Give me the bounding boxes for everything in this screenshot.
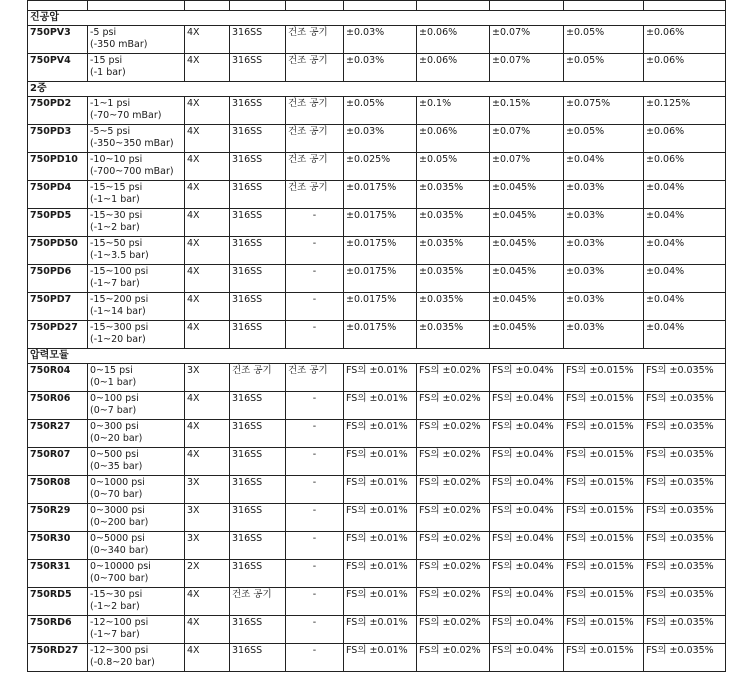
accuracy-cell-5: ±0.06% (644, 153, 726, 181)
range-cell (88, 26, 185, 54)
table-row (28, 293, 726, 321)
accuracy-cell-5: ±0.04% (644, 293, 726, 321)
accuracy-cell-3: FS의 ±0.04% (490, 588, 564, 616)
accuracy-cell-4: FS의 ±0.015% (564, 504, 644, 532)
model-cell: 750R27 (28, 420, 88, 448)
section-title: 2중 (28, 82, 726, 97)
material-cell: 316SS (230, 265, 286, 293)
range-cell (88, 588, 185, 616)
model-cell: 750PV3 (28, 26, 88, 54)
overpressure-cell: 4X (185, 237, 230, 265)
table-row (28, 125, 726, 153)
overpressure-cell: 4X (185, 644, 230, 672)
accuracy-cell-2: FS의 ±0.02% (417, 532, 490, 560)
model-cell: 750R08 (28, 476, 88, 504)
model-cell: 750PV4 (28, 54, 88, 82)
accuracy-cell-5: FS의 ±0.035% (644, 616, 726, 644)
model-cell: 750RD5 (28, 588, 88, 616)
range-psi: 0~1000 psi (90, 477, 145, 488)
accuracy-cell-5: FS의 ±0.035% (644, 644, 726, 672)
section-title: 진공압 (28, 11, 726, 26)
range-cell (88, 321, 185, 349)
accuracy-cell-1: ±0.03% (344, 54, 417, 82)
table-row (28, 644, 726, 672)
range-psi: -15~200 psi (90, 294, 149, 305)
range-metric: (-1~2 bar) (90, 601, 140, 612)
accuracy-cell-2: ±0.1% (417, 97, 490, 125)
range-cell (88, 420, 185, 448)
table-row (28, 54, 726, 82)
accuracy-cell-2: ±0.06% (417, 54, 490, 82)
media-cell: 건조 공기 (286, 364, 344, 392)
range-psi: 0~3000 psi (90, 505, 145, 516)
range-cell (88, 448, 185, 476)
model-cell: 750R07 (28, 448, 88, 476)
model-cell: 750RD6 (28, 616, 88, 644)
accuracy-cell-3: ±0.07% (490, 125, 564, 153)
accuracy-cell-2: FS의 ±0.02% (417, 588, 490, 616)
range-metric: (-700~700 mBar) (90, 166, 174, 177)
media-cell: 건조 공기 (286, 125, 344, 153)
material-cell: 316SS (230, 97, 286, 125)
range-psi: -5 psi (90, 27, 117, 38)
material-cell: 316SS (230, 504, 286, 532)
material-cell: 316SS (230, 392, 286, 420)
range-cell (88, 181, 185, 209)
range-psi: -12~100 psi (90, 617, 149, 628)
accuracy-cell-1: FS의 ±0.01% (344, 392, 417, 420)
overpressure-cell: 4X (185, 181, 230, 209)
accuracy-cell-2: ±0.035% (417, 181, 490, 209)
range-cell (88, 616, 185, 644)
accuracy-cell-1: FS의 ±0.01% (344, 560, 417, 588)
range-cell (88, 644, 185, 672)
range-cell (88, 476, 185, 504)
range-metric: (0~340 bar) (90, 545, 149, 556)
range-psi: -12~300 psi (90, 645, 149, 656)
accuracy-cell-3: ±0.045% (490, 209, 564, 237)
accuracy-cell-1: FS의 ±0.01% (344, 588, 417, 616)
accuracy-cell-1: ±0.0175% (344, 209, 417, 237)
material-cell: 건조 공기 (230, 588, 286, 616)
accuracy-cell-2: FS의 ±0.02% (417, 392, 490, 420)
accuracy-cell-3: FS의 ±0.04% (490, 644, 564, 672)
media-cell: - (286, 588, 344, 616)
range-psi: -1~1 psi (90, 98, 131, 109)
accuracy-cell-5: ±0.06% (644, 26, 726, 54)
media-cell: - (286, 560, 344, 588)
accuracy-cell-4: ±0.05% (564, 125, 644, 153)
overpressure-cell: 3X (185, 476, 230, 504)
accuracy-cell-4: ±0.03% (564, 265, 644, 293)
table-top-row (28, 1, 726, 11)
accuracy-cell-2: ±0.035% (417, 209, 490, 237)
accuracy-cell-1: ±0.0175% (344, 321, 417, 349)
range-metric: (0~20 bar) (90, 433, 143, 444)
overpressure-cell: 4X (185, 209, 230, 237)
accuracy-cell-3: FS의 ±0.04% (490, 448, 564, 476)
accuracy-cell-2: FS의 ±0.02% (417, 616, 490, 644)
accuracy-cell-4: FS의 ±0.015% (564, 560, 644, 588)
accuracy-cell-1: FS의 ±0.01% (344, 532, 417, 560)
accuracy-cell-1: ±0.05% (344, 97, 417, 125)
accuracy-cell-4: FS의 ±0.015% (564, 364, 644, 392)
media-cell: - (286, 504, 344, 532)
accuracy-cell-3: FS의 ±0.04% (490, 364, 564, 392)
overpressure-cell: 4X (185, 448, 230, 476)
media-cell: - (286, 293, 344, 321)
media-cell: - (286, 448, 344, 476)
model-cell: 750PD5 (28, 209, 88, 237)
media-cell: - (286, 616, 344, 644)
accuracy-cell-4: FS의 ±0.015% (564, 476, 644, 504)
range-psi: -10~10 psi (90, 154, 143, 165)
accuracy-cell-3: FS의 ±0.04% (490, 532, 564, 560)
table-row (28, 265, 726, 293)
accuracy-cell-5: ±0.06% (644, 54, 726, 82)
range-metric: (-350 mBar) (90, 39, 148, 50)
range-psi: 0~300 psi (90, 421, 139, 432)
material-cell: 316SS (230, 293, 286, 321)
media-cell: - (286, 321, 344, 349)
accuracy-cell-4: ±0.03% (564, 321, 644, 349)
table-row (28, 321, 726, 349)
section-header-row (28, 82, 726, 97)
material-cell: 316SS (230, 532, 286, 560)
accuracy-cell-5: FS의 ±0.035% (644, 504, 726, 532)
material-cell: 316SS (230, 26, 286, 54)
material-cell: 건조 공기 (230, 364, 286, 392)
accuracy-cell-1: FS의 ±0.01% (344, 420, 417, 448)
table-row (28, 588, 726, 616)
accuracy-cell-5: ±0.04% (644, 209, 726, 237)
media-cell: - (286, 209, 344, 237)
accuracy-cell-3: ±0.045% (490, 265, 564, 293)
range-metric: (-1~20 bar) (90, 334, 146, 345)
material-cell: 316SS (230, 616, 286, 644)
material-cell: 316SS (230, 181, 286, 209)
overpressure-cell: 4X (185, 616, 230, 644)
accuracy-cell-5: ±0.04% (644, 181, 726, 209)
range-metric: (0~35 bar) (90, 461, 143, 472)
overpressure-cell: 4X (185, 54, 230, 82)
accuracy-cell-3: ±0.045% (490, 293, 564, 321)
accuracy-cell-1: ±0.0175% (344, 293, 417, 321)
accuracy-cell-2: FS의 ±0.02% (417, 476, 490, 504)
table-row (28, 237, 726, 265)
accuracy-cell-2: ±0.05% (417, 153, 490, 181)
overpressure-cell: 3X (185, 532, 230, 560)
media-cell: - (286, 476, 344, 504)
range-cell (88, 504, 185, 532)
accuracy-cell-4: FS의 ±0.015% (564, 588, 644, 616)
accuracy-cell-5: FS의 ±0.035% (644, 588, 726, 616)
accuracy-cell-4: ±0.075% (564, 97, 644, 125)
accuracy-cell-2: FS의 ±0.02% (417, 504, 490, 532)
range-metric: (0~200 bar) (90, 517, 149, 528)
section-header-row (28, 11, 726, 26)
accuracy-cell-2: ±0.035% (417, 265, 490, 293)
media-cell: 건조 공기 (286, 54, 344, 82)
accuracy-cell-4: FS의 ±0.015% (564, 420, 644, 448)
range-psi: -15~15 psi (90, 182, 143, 193)
accuracy-cell-2: FS의 ±0.02% (417, 420, 490, 448)
range-cell (88, 532, 185, 560)
overpressure-cell: 2X (185, 560, 230, 588)
table-row (28, 476, 726, 504)
material-cell: 316SS (230, 321, 286, 349)
range-metric: (0~700 bar) (90, 573, 149, 584)
range-cell (88, 560, 185, 588)
accuracy-cell-3: FS의 ±0.04% (490, 616, 564, 644)
range-metric: (-350~350 mBar) (90, 138, 174, 149)
accuracy-cell-3: ±0.07% (490, 54, 564, 82)
model-cell: 750PD6 (28, 265, 88, 293)
media-cell: 건조 공기 (286, 97, 344, 125)
media-cell: - (286, 420, 344, 448)
accuracy-cell-5: FS의 ±0.035% (644, 560, 726, 588)
accuracy-cell-5: ±0.06% (644, 125, 726, 153)
model-cell: 750R29 (28, 504, 88, 532)
range-cell (88, 125, 185, 153)
model-cell: 750R30 (28, 532, 88, 560)
accuracy-cell-5: ±0.125% (644, 97, 726, 125)
accuracy-cell-2: FS의 ±0.02% (417, 644, 490, 672)
range-cell (88, 293, 185, 321)
accuracy-cell-1: ±0.025% (344, 153, 417, 181)
overpressure-cell: 4X (185, 293, 230, 321)
overpressure-cell: 4X (185, 153, 230, 181)
range-cell (88, 265, 185, 293)
range-psi: 0~100 psi (90, 393, 139, 404)
range-metric: (-1~1 bar) (90, 194, 140, 205)
model-cell: 750PD4 (28, 181, 88, 209)
range-cell (88, 97, 185, 125)
range-psi: -5~5 psi (90, 126, 131, 137)
range-psi: -15~30 psi (90, 210, 143, 221)
accuracy-cell-1: FS의 ±0.01% (344, 616, 417, 644)
range-psi: -15~100 psi (90, 266, 149, 277)
range-psi: -15 psi (90, 55, 123, 66)
range-cell (88, 209, 185, 237)
accuracy-cell-2: ±0.06% (417, 125, 490, 153)
accuracy-cell-3: ±0.045% (490, 237, 564, 265)
accuracy-cell-4: FS의 ±0.015% (564, 532, 644, 560)
overpressure-cell: 4X (185, 588, 230, 616)
model-cell: 750R31 (28, 560, 88, 588)
table-row (28, 181, 726, 209)
range-cell (88, 364, 185, 392)
material-cell: 316SS (230, 153, 286, 181)
table-row (28, 560, 726, 588)
accuracy-cell-1: FS의 ±0.01% (344, 644, 417, 672)
accuracy-cell-4: FS의 ±0.015% (564, 616, 644, 644)
accuracy-cell-3: FS의 ±0.04% (490, 392, 564, 420)
range-psi: 0~15 psi (90, 365, 133, 376)
overpressure-cell: 3X (185, 504, 230, 532)
media-cell: 건조 공기 (286, 26, 344, 54)
material-cell: 316SS (230, 560, 286, 588)
table-row (28, 364, 726, 392)
accuracy-cell-1: FS의 ±0.01% (344, 476, 417, 504)
overpressure-cell: 4X (185, 97, 230, 125)
accuracy-cell-2: FS의 ±0.02% (417, 364, 490, 392)
range-metric: (-70~70 mBar) (90, 110, 162, 121)
model-cell: 750PD27 (28, 321, 88, 349)
table-row (28, 209, 726, 237)
accuracy-cell-1: ±0.0175% (344, 265, 417, 293)
accuracy-cell-3: ±0.045% (490, 181, 564, 209)
range-metric: (-1~2 bar) (90, 222, 140, 233)
media-cell: 건조 공기 (286, 181, 344, 209)
range-cell (88, 153, 185, 181)
media-cell: - (286, 237, 344, 265)
table-row (28, 392, 726, 420)
media-cell: - (286, 644, 344, 672)
model-cell: 750R06 (28, 392, 88, 420)
section-title: 압력모듈 (28, 349, 726, 364)
accuracy-cell-1: ±0.03% (344, 125, 417, 153)
media-cell: - (286, 532, 344, 560)
accuracy-cell-3: FS의 ±0.04% (490, 504, 564, 532)
accuracy-cell-2: ±0.06% (417, 26, 490, 54)
accuracy-cell-2: ±0.035% (417, 293, 490, 321)
model-cell: 750PD10 (28, 153, 88, 181)
accuracy-cell-4: ±0.03% (564, 237, 644, 265)
accuracy-cell-2: FS의 ±0.02% (417, 448, 490, 476)
accuracy-cell-5: FS의 ±0.035% (644, 532, 726, 560)
accuracy-cell-3: FS의 ±0.04% (490, 420, 564, 448)
table-row (28, 420, 726, 448)
overpressure-cell: 4X (185, 321, 230, 349)
accuracy-cell-5: FS의 ±0.035% (644, 392, 726, 420)
accuracy-cell-4: ±0.03% (564, 209, 644, 237)
accuracy-cell-4: ±0.05% (564, 54, 644, 82)
accuracy-cell-4: ±0.04% (564, 153, 644, 181)
model-cell: 750RD27 (28, 644, 88, 672)
overpressure-cell: 4X (185, 26, 230, 54)
range-metric: (-1~7 bar) (90, 278, 140, 289)
accuracy-cell-4: ±0.03% (564, 293, 644, 321)
accuracy-cell-3: FS의 ±0.04% (490, 560, 564, 588)
material-cell: 316SS (230, 420, 286, 448)
media-cell: - (286, 392, 344, 420)
range-metric: (-1~14 bar) (90, 306, 146, 317)
accuracy-cell-1: FS의 ±0.01% (344, 504, 417, 532)
material-cell: 316SS (230, 237, 286, 265)
accuracy-cell-2: ±0.035% (417, 321, 490, 349)
accuracy-cell-5: FS의 ±0.035% (644, 420, 726, 448)
material-cell: 316SS (230, 54, 286, 82)
table-row (28, 616, 726, 644)
media-cell: 건조 공기 (286, 153, 344, 181)
range-metric: (-0.8~20 bar) (90, 657, 155, 668)
accuracy-cell-1: ±0.0175% (344, 237, 417, 265)
accuracy-cell-4: ±0.03% (564, 181, 644, 209)
accuracy-cell-5: ±0.04% (644, 237, 726, 265)
model-cell: 750R04 (28, 364, 88, 392)
accuracy-cell-5: FS의 ±0.035% (644, 448, 726, 476)
range-psi: -15~30 psi (90, 589, 143, 600)
accuracy-cell-3: ±0.045% (490, 321, 564, 349)
range-metric: (-1~3.5 bar) (90, 250, 149, 261)
accuracy-cell-5: ±0.04% (644, 265, 726, 293)
accuracy-cell-2: FS의 ±0.02% (417, 560, 490, 588)
overpressure-cell: 4X (185, 125, 230, 153)
table-row (28, 26, 726, 54)
range-metric: (-1~7 bar) (90, 629, 140, 640)
range-psi: 0~500 psi (90, 449, 139, 460)
accuracy-cell-5: FS의 ±0.035% (644, 476, 726, 504)
range-cell (88, 392, 185, 420)
accuracy-cell-4: FS의 ±0.015% (564, 448, 644, 476)
accuracy-cell-1: ±0.03% (344, 26, 417, 54)
accuracy-cell-4: ±0.05% (564, 26, 644, 54)
range-psi: 0~10000 psi (90, 561, 151, 572)
accuracy-cell-4: FS의 ±0.015% (564, 644, 644, 672)
material-cell: 316SS (230, 644, 286, 672)
accuracy-cell-3: FS의 ±0.04% (490, 476, 564, 504)
material-cell: 316SS (230, 476, 286, 504)
media-cell: - (286, 265, 344, 293)
table-row (28, 504, 726, 532)
accuracy-cell-4: FS의 ±0.015% (564, 392, 644, 420)
range-metric: (0~70 bar) (90, 489, 143, 500)
range-cell (88, 54, 185, 82)
model-cell: 750PD2 (28, 97, 88, 125)
model-cell: 750PD3 (28, 125, 88, 153)
accuracy-cell-1: ±0.0175% (344, 181, 417, 209)
section-header-row (28, 349, 726, 364)
table-row (28, 153, 726, 181)
range-psi: -15~50 psi (90, 238, 143, 249)
overpressure-cell: 4X (185, 265, 230, 293)
accuracy-cell-3: ±0.07% (490, 26, 564, 54)
table-row (28, 448, 726, 476)
range-metric: (0~1 bar) (90, 377, 137, 388)
overpressure-cell: 3X (185, 364, 230, 392)
overpressure-cell: 4X (185, 420, 230, 448)
material-cell: 316SS (230, 209, 286, 237)
material-cell: 316SS (230, 448, 286, 476)
accuracy-cell-5: ±0.04% (644, 321, 726, 349)
accuracy-cell-1: FS의 ±0.01% (344, 364, 417, 392)
range-metric: (0~7 bar) (90, 405, 137, 416)
model-cell: 750PD50 (28, 237, 88, 265)
table-row (28, 532, 726, 560)
overpressure-cell: 4X (185, 392, 230, 420)
range-psi: -15~300 psi (90, 322, 149, 333)
range-metric: (-1 bar) (90, 67, 126, 78)
accuracy-cell-3: ±0.07% (490, 153, 564, 181)
spec-table (27, 0, 726, 672)
range-cell (88, 237, 185, 265)
material-cell: 316SS (230, 125, 286, 153)
accuracy-cell-1: FS의 ±0.01% (344, 448, 417, 476)
model-cell: 750PD7 (28, 293, 88, 321)
accuracy-cell-3: ±0.15% (490, 97, 564, 125)
accuracy-cell-2: ±0.035% (417, 237, 490, 265)
range-psi: 0~5000 psi (90, 533, 145, 544)
accuracy-cell-5: FS의 ±0.035% (644, 364, 726, 392)
table-row (28, 97, 726, 125)
